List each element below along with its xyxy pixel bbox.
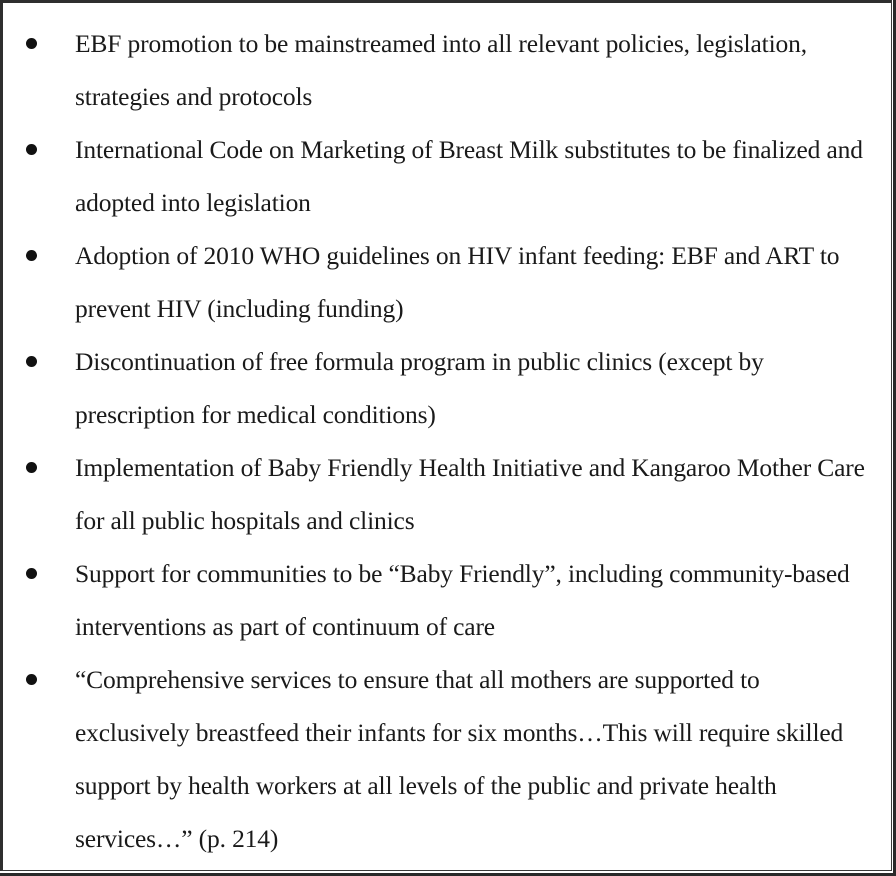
list-item bbox=[3, 653, 883, 865]
list-item bbox=[3, 17, 883, 123]
bullet-icon bbox=[26, 462, 37, 473]
list-item-text: “Comprehensive services to ensure that all mothers are supported to exclusively breastfeed their infants for six months…This will require skilled support by health workers at all levels of the public and private health services…” (p. 214) bbox=[75, 665, 844, 853]
bullet-icon bbox=[26, 38, 37, 49]
list-item bbox=[3, 123, 883, 229]
list-item-text: Adoption of 2010 WHO guidelines on HIV infant feeding: EBF and ART to prevent HIV (including funding) bbox=[75, 241, 840, 323]
list-item-text: Support for communities to be “Baby Friendly”, including community-based interventions as part of continuum of care bbox=[75, 559, 850, 641]
list-item bbox=[3, 229, 883, 335]
bullet-icon bbox=[26, 674, 37, 685]
list-item bbox=[3, 335, 883, 441]
bullet-list bbox=[3, 17, 883, 865]
list-item bbox=[3, 547, 883, 653]
list-item-text: Implementation of Baby Friendly Health Initiative and Kangaroo Mother Care for all public hospitals and clinics bbox=[75, 453, 865, 535]
list-item-text: EBF promotion to be mainstreamed into all relevant policies, legislation, strategies and protocols bbox=[75, 29, 807, 111]
bullet-icon bbox=[26, 568, 37, 579]
list-item-text: International Code on Marketing of Breast Milk substitutes to be finalized and adopted into legislation bbox=[75, 135, 863, 217]
list-item bbox=[3, 441, 883, 547]
list-item-text: Discontinuation of free formula program in public clinics (except by prescription for medical conditions) bbox=[75, 347, 764, 429]
bullet-icon bbox=[26, 144, 37, 155]
bullet-icon bbox=[26, 356, 37, 367]
bullet-icon bbox=[26, 250, 37, 261]
